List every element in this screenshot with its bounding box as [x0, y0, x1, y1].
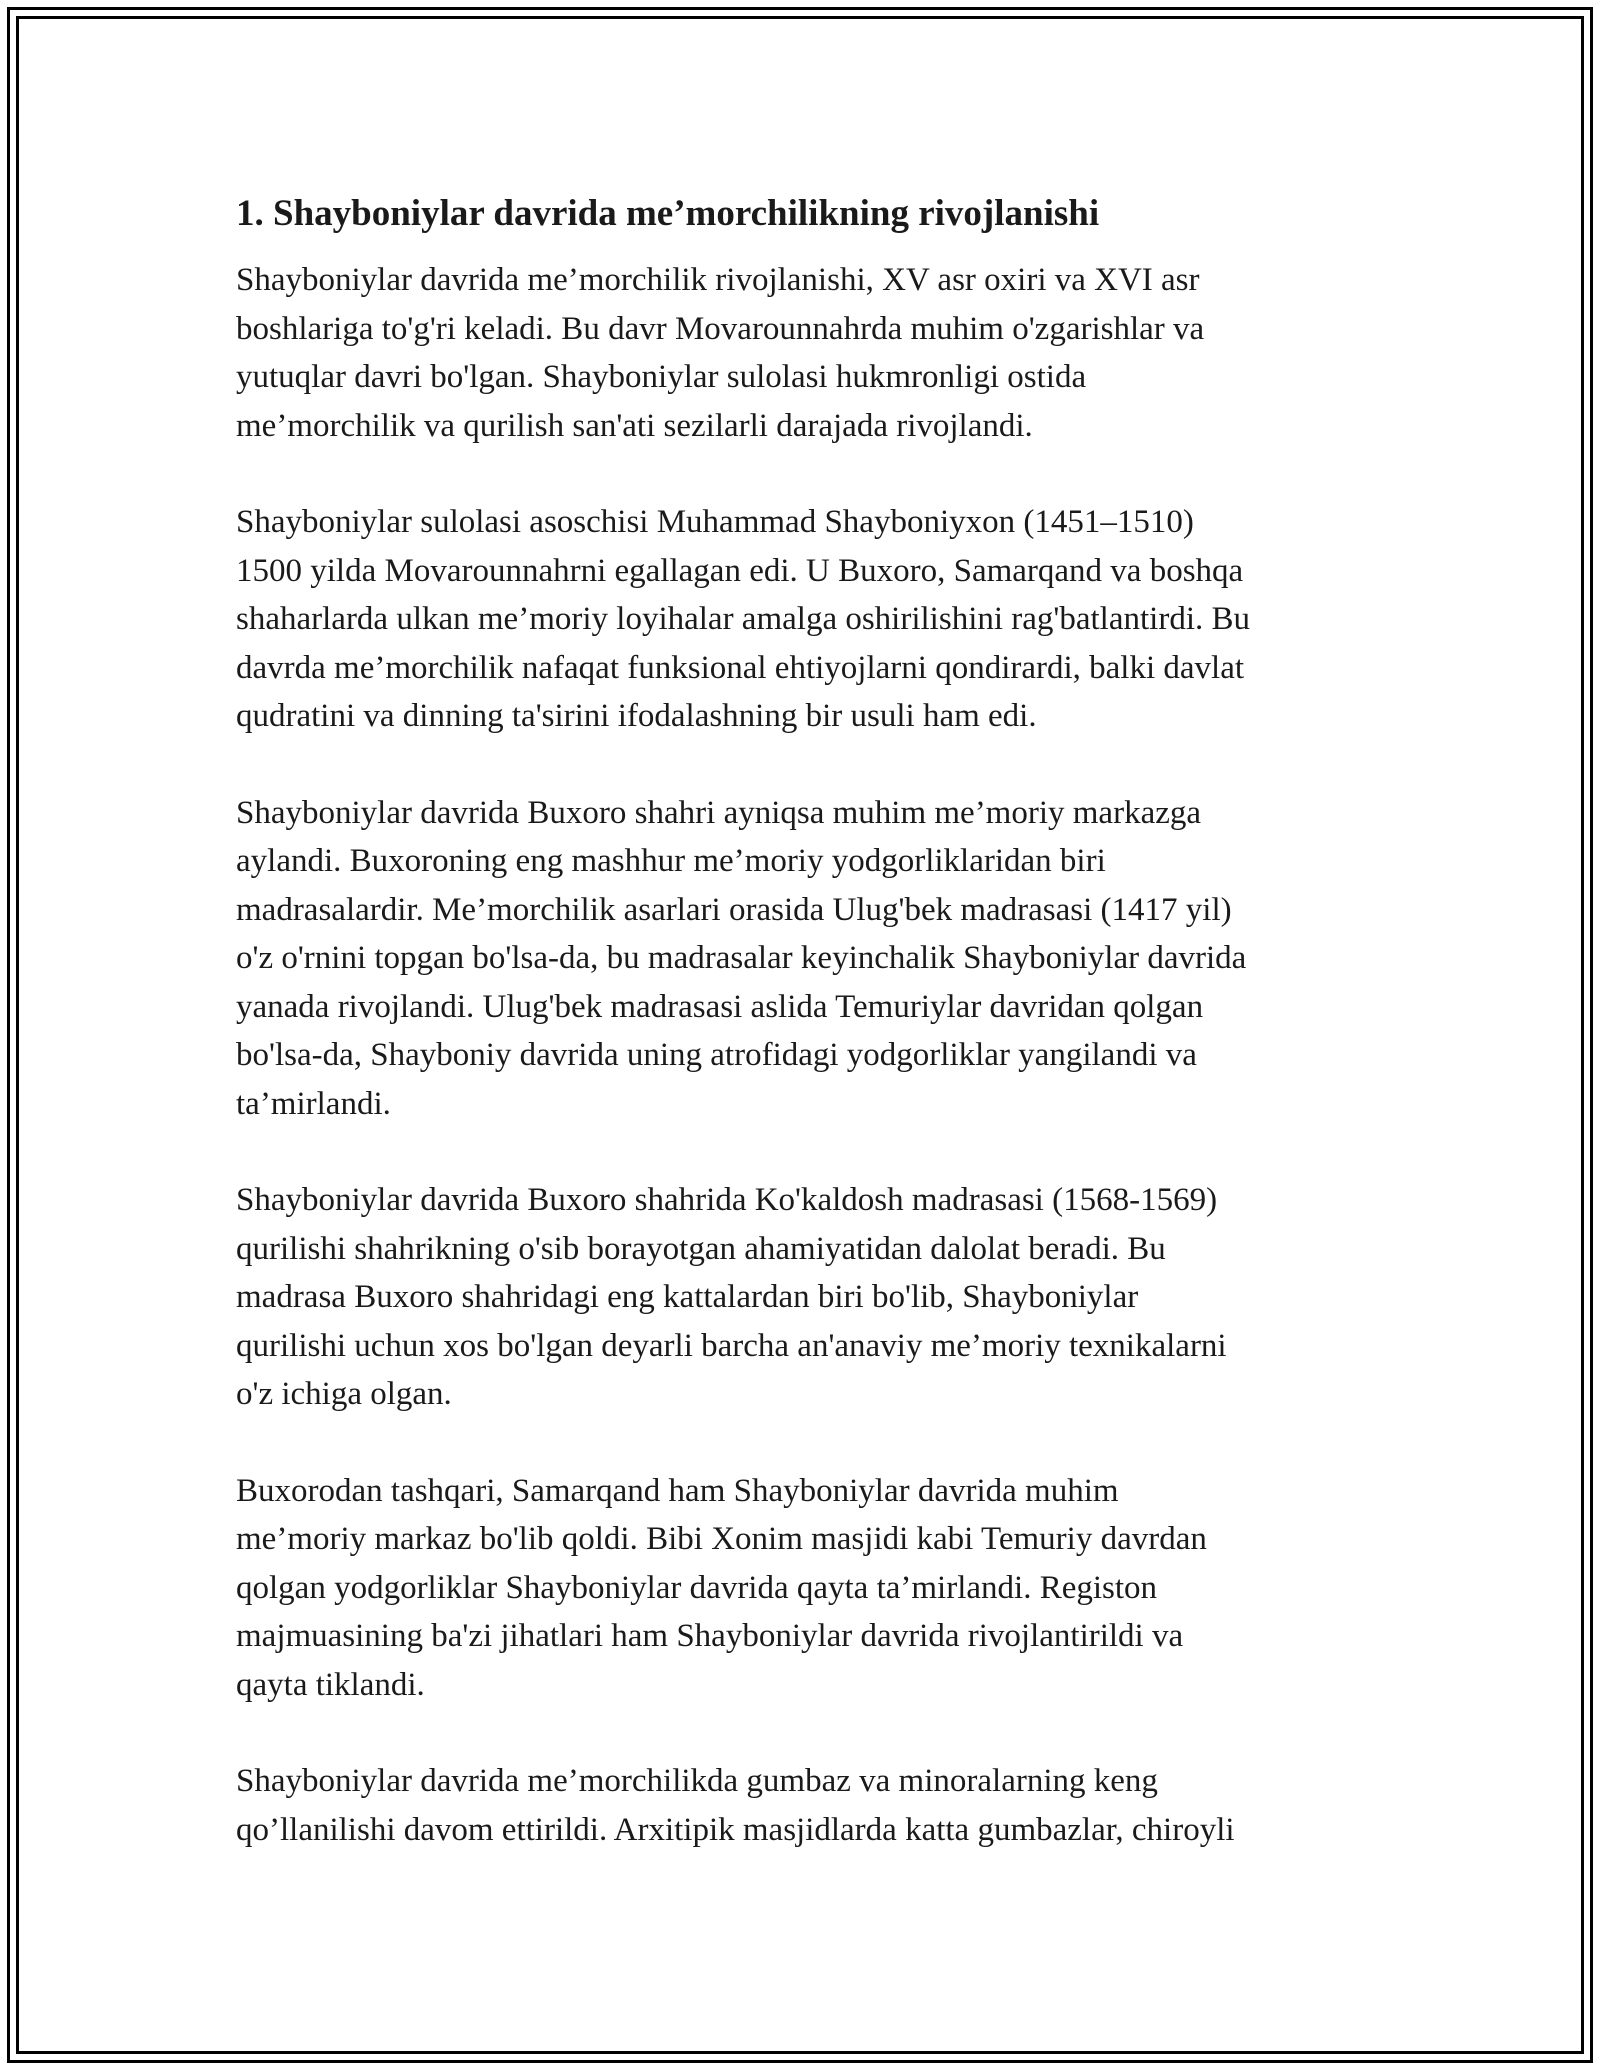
paragraph-line: Shayboniylar davrida me’morchilik rivojlanishi, XV asr oxiri va XVI asr [236, 262, 1200, 298]
section-heading: 1. Shayboniylar davrida me’morchilikning rivojlanishi [236, 193, 1100, 234]
paragraph-1 [236, 256, 1376, 450]
paragraph-line: qolgan yodgorliklar Shayboniylar davrida qayta ta’mirlandi. Registon [236, 1569, 1158, 1606]
paragraph-line: Shayboniylar davrida Buxoro shahrida Ko'kaldosh madrasasi (1568-1569) [236, 1182, 1218, 1218]
paragraph-line: yutuqlar davri bo'lgan. Shayboniylar sulolasi hukmronligi ostida [236, 359, 1087, 395]
paragraph-line: shaharlarda ulkan me’moriy loyihalar amalga oshirilishini rag'batlantirdi. Bu [236, 601, 1250, 637]
paragraph-line: davrda me’morchilik nafaqat funksional ehtiyojlarni qondirardi, balki davlat [236, 649, 1245, 686]
paragraph-line: bo'lsa-da, Shayboniy davrida uning atrofidagi yodgorliklar yangilandi va [236, 1037, 1197, 1073]
paragraph-2 [236, 498, 1376, 741]
paragraph-5 [236, 1467, 1376, 1710]
paragraph-line: qudratini va dinning ta'sirini ifodalashning bir usuli ham edi. [236, 698, 1037, 734]
paragraph-line: madrasa Buxoro shahridagi eng kattalardan biri bo'lib, Shayboniylar [236, 1279, 1139, 1315]
paragraph-6 [236, 1757, 1376, 1854]
paragraph-line: Shayboniylar davrida me’morchilikda gumbaz va minoralarning keng [236, 1763, 1158, 1799]
paragraph-4 [236, 1176, 1376, 1419]
document-body [236, 188, 1376, 1902]
paragraph-line: Buxorodan tashqari, Samarqand ham Shayboniylar davrida muhim [236, 1472, 1119, 1509]
paragraph-line: aylandi. Buxoroning eng mashhur me’moriy yodgorliklaridan biri [236, 843, 1106, 879]
paragraph-line: majmuasining ba'zi jihatlari ham Shayboniylar davrida rivojlantirildi va [236, 1618, 1184, 1654]
paragraph-3 [236, 789, 1376, 1129]
paragraph-line: Shayboniylar sulolasi asoschisi Muhammad Shayboniyxon (1451–1510) [236, 504, 1194, 540]
paragraph-line: me’morchilik va qurilish san'ati sezilarli darajada rivojlandi. [236, 407, 1033, 444]
paragraph-line: me’moriy markaz bo'lib qoldi. Bibi Xonim masjidi kabi Temuriy davrdan [236, 1521, 1207, 1557]
paragraph-line: qurilishi uchun xos bo'lgan deyarli barcha an'anaviy me’moriy texnikalarni [236, 1327, 1227, 1364]
paragraph-line: qo’llanilishi davom ettirildi. Arxitipik masjidlarda katta gumbazlar, chiroyli [236, 1811, 1235, 1848]
paragraph-line: madrasalardir. Me’morchilik asarlari orasida Ulug'bek madrasasi (1417 yil) [236, 891, 1232, 928]
paragraph-line: 1500 yilda Movarounnahrni egallagan edi. U Buxoro, Samarqand va boshqa [236, 552, 1244, 589]
paragraph-line: yanada rivojlandi. Ulug'bek madrasasi aslida Temuriylar davridan qolgan [236, 988, 1204, 1025]
paragraph-line: qurilishi shahrikning o'sib borayotgan ahamiyatidan dalolat beradi. Bu [236, 1230, 1166, 1267]
paragraph-line: ta’mirlandi. [236, 1085, 391, 1122]
paragraph-line: qayta tiklandi. [236, 1666, 425, 1703]
paragraph-line: boshlariga to'g'ri keladi. Bu davr Movarounnahrda muhim o'zgarishlar va [236, 310, 1205, 347]
paragraph-line: o'z ichiga olgan. [236, 1376, 452, 1412]
paragraph-line: Shayboniylar davrida Buxoro shahri ayniqsa muhim me’moriy markazga [236, 794, 1202, 831]
paragraph-line: o'z o'rnini topgan bo'lsa-da, bu madrasalar keyinchalik Shayboniylar davrida [236, 940, 1247, 976]
